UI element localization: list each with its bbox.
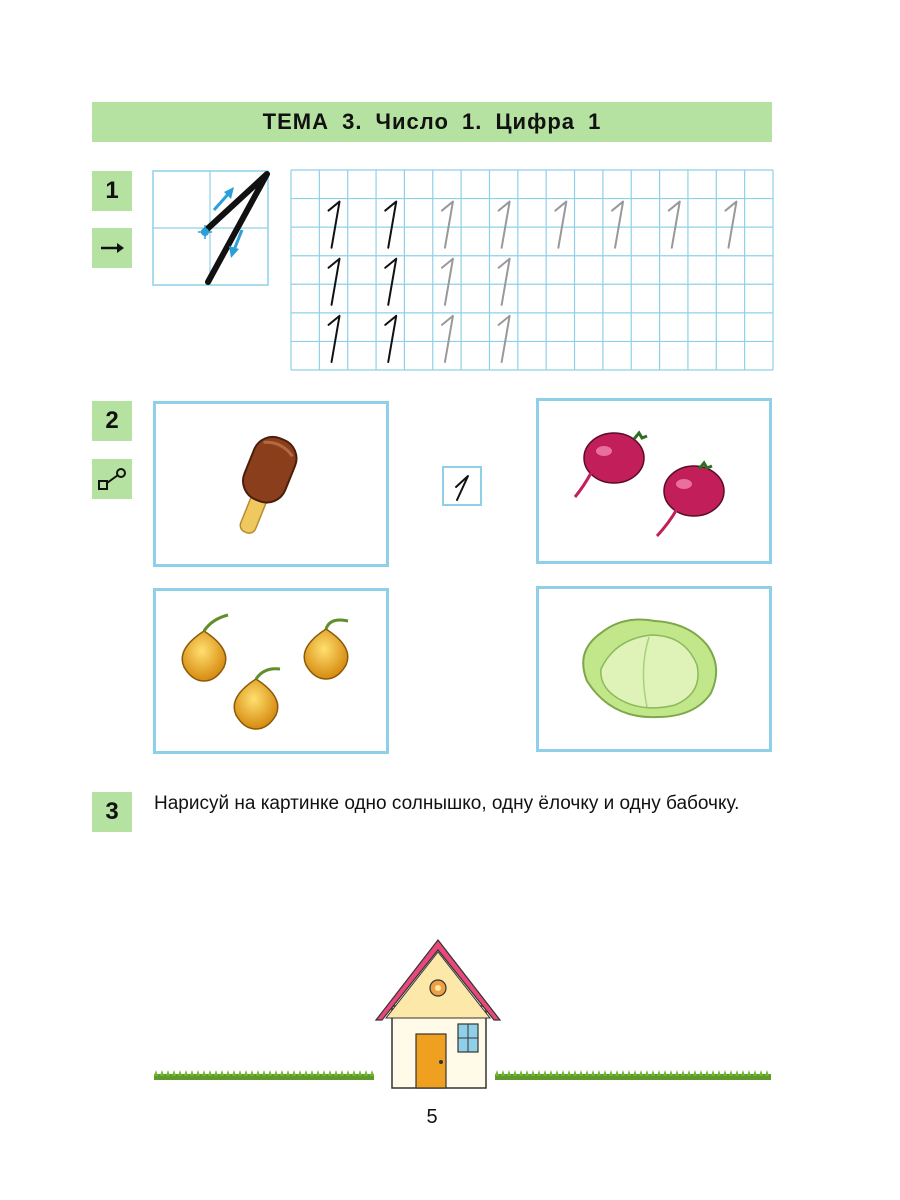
sample-digit-stroke [329,316,340,362]
arrow-right-icon [92,228,132,268]
sample-digit-stroke [555,202,566,248]
onion-icon [156,591,386,751]
page-number: 5 [426,1106,438,1128]
task-3-instruction: Нарисуй на картинке одно солнышко, одну ёлочку и одну бабочку. [154,793,740,814]
sample-digit-stroke [669,202,680,248]
picture-box-onions[interactable] [153,588,389,754]
sample-digit-stroke [499,259,510,305]
picture-box-ice-cream[interactable] [153,401,389,567]
sample-digit-stroke [499,202,510,248]
sample-digit-stroke [499,316,510,362]
sample-digit-stroke [725,202,736,248]
sample-digit-stroke [385,259,396,305]
practice-grid[interactable] [290,169,774,371]
sample-digit-stroke [385,316,396,362]
task-number-3: 3 [92,792,132,832]
grass-left [154,1070,374,1080]
center-digit-card[interactable] [442,466,482,506]
picture-box-radishes[interactable] [536,398,772,564]
ice-cream-icon [156,404,386,564]
connect-lines-icon [92,459,132,499]
digit-writing-sample [152,170,270,287]
task-number-2: 2 [92,401,132,441]
sample-digit-stroke [442,202,453,248]
sample-digit-stroke [612,202,623,248]
sample-digit-stroke [442,259,453,305]
sample-digit-stroke [385,202,396,248]
house-icon [376,940,500,1088]
sample-digit-stroke [329,259,340,305]
page-title: ТЕМА 3. Число 1. Цифра 1 [92,102,772,142]
sample-digit-stroke [442,316,453,362]
house-scene[interactable] [150,938,774,1090]
grass-right [495,1070,771,1080]
radish-icon [539,401,769,561]
sample-digit-stroke [329,202,340,248]
picture-box-cabbage[interactable] [536,586,772,752]
cabbage-icon [539,589,769,749]
task-number-1: 1 [92,171,132,211]
